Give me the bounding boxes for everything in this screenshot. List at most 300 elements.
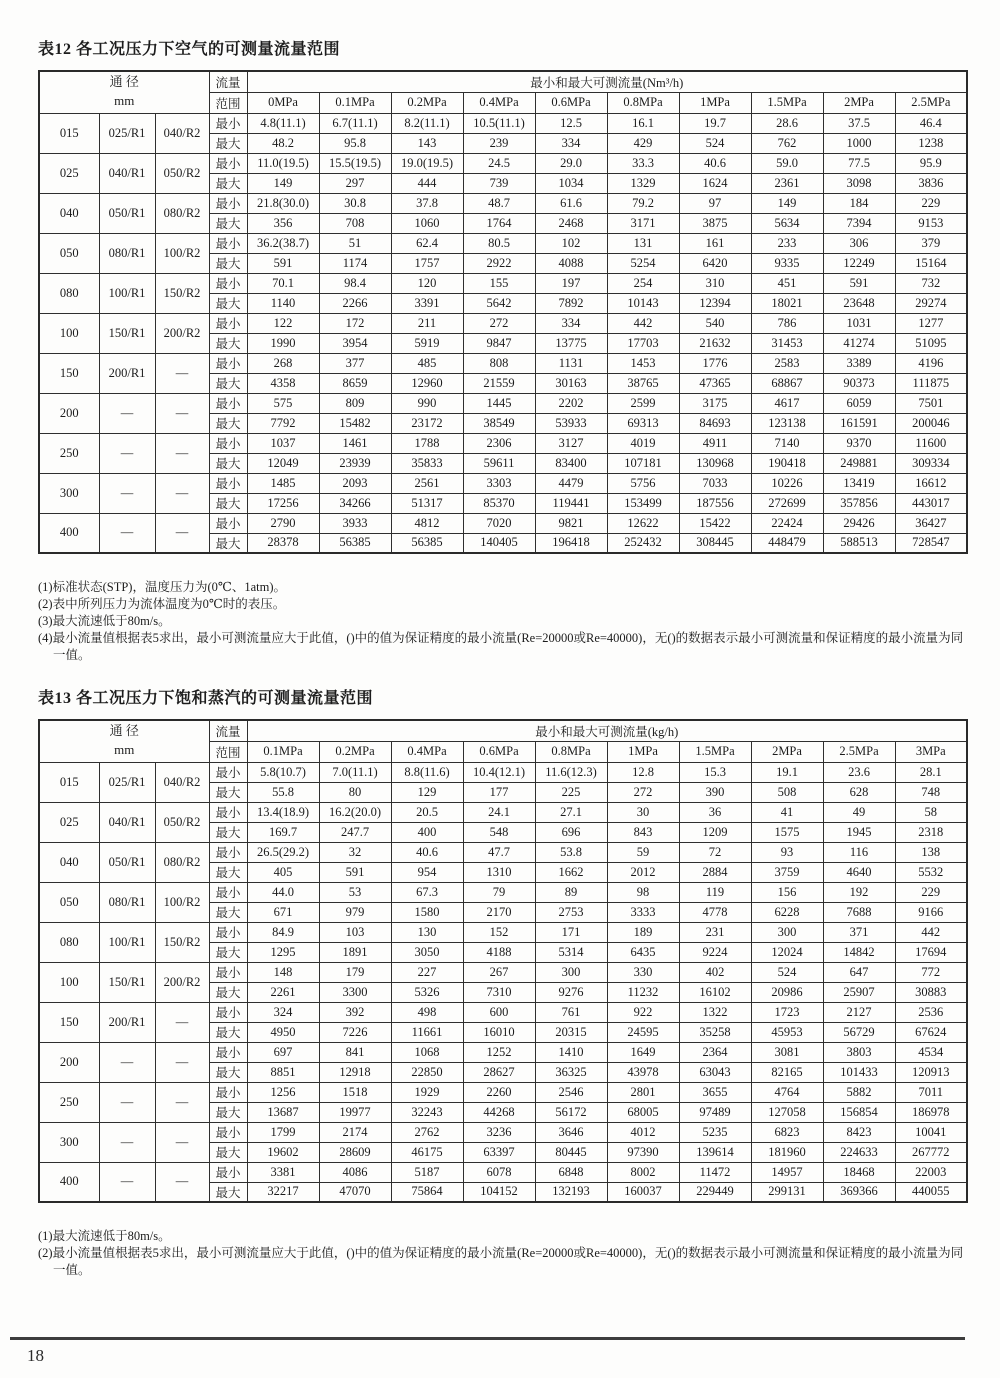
cell-max-value: 628 xyxy=(823,782,895,802)
table-row-min xyxy=(39,882,967,902)
cell-min-value: 268 xyxy=(247,353,319,373)
cell-min-label: 最小 xyxy=(209,193,247,213)
cell-min-value: 23.6 xyxy=(823,762,895,782)
table-row-min xyxy=(39,1042,967,1062)
cell-min-value: 211 xyxy=(391,313,463,333)
cell-min-value: 2174 xyxy=(319,1122,391,1142)
cell-max-value: 1209 xyxy=(679,822,751,842)
cell-min-value: 371 xyxy=(823,922,895,942)
cell-max-value: 4088 xyxy=(535,253,607,273)
cell-max-value: 82165 xyxy=(751,1062,823,1082)
cell-min-value: 28.1 xyxy=(895,762,967,782)
cell-min-value: 179 xyxy=(319,962,391,982)
cell-min-value: 20.5 xyxy=(391,802,463,822)
table12-air-flow-range xyxy=(38,70,968,554)
cell-max-value: 53933 xyxy=(535,413,607,433)
col-header-pressure: 0.2MPa xyxy=(319,741,391,762)
cell-min-value: 7011 xyxy=(895,1082,967,1102)
cell-max-value: 843 xyxy=(607,822,679,842)
cell-max-value: 9847 xyxy=(463,333,535,353)
cell-max-value: 267772 xyxy=(895,1142,967,1162)
cell-min-value: 451 xyxy=(751,273,823,293)
cell-max-value: 80 xyxy=(319,782,391,802)
cell-max-value: 41274 xyxy=(823,333,895,353)
cell-min-value: 3803 xyxy=(823,1042,895,1062)
cell-min-value: 300 xyxy=(535,962,607,982)
cell-max-label: 最大 xyxy=(209,133,247,153)
cell-min-value: 24.5 xyxy=(463,153,535,173)
table13-notes xyxy=(38,1228,965,1279)
cell-max-value: 1945 xyxy=(823,822,895,842)
cell-max-value: 239 xyxy=(463,133,535,153)
note-line: (4)最小流量值根据表5求出，最小可测流量应大于此值，()中的值为保证精度的最小流量(Re=20000或Re=40000)，无()的数据表示最小可测流量和保证精度的最小流量为同一值。 xyxy=(38,631,964,662)
cell-max-value: 75864 xyxy=(391,1182,463,1202)
cell-max-value: 2318 xyxy=(895,822,967,842)
cell-max-value: 51095 xyxy=(895,333,967,353)
cell-min-value: 8.2(11.1) xyxy=(391,113,463,133)
cell-min-value: 172 xyxy=(319,313,391,333)
cell-min-value: 29426 xyxy=(823,513,895,533)
table-row-min xyxy=(39,113,967,133)
cell-min-label: 最小 xyxy=(209,513,247,533)
cell-min-value: 79 xyxy=(463,882,535,902)
cell-max-value: 22850 xyxy=(391,1062,463,1082)
table-row-min xyxy=(39,473,967,493)
cell-min-value: 2599 xyxy=(607,393,679,413)
cell-max-value: 69313 xyxy=(607,413,679,433)
cell-min-label: 最小 xyxy=(209,233,247,253)
cell-max-value: 28378 xyxy=(247,533,319,553)
col-header-diameter xyxy=(39,71,209,113)
cell-min-value: 2536 xyxy=(895,1002,967,1022)
cell-min-value: 5882 xyxy=(823,1082,895,1102)
cell-min-value: 16.1 xyxy=(607,113,679,133)
cell-min-label: 最小 xyxy=(209,1122,247,1142)
table-row-min xyxy=(39,313,967,333)
cell-min-value: 11472 xyxy=(679,1162,751,1182)
cell-min-value: 1410 xyxy=(535,1042,607,1062)
cell-min-value: 192 xyxy=(823,882,895,902)
cell-max-value: 90373 xyxy=(823,373,895,393)
cell-min-value: 171 xyxy=(535,922,607,942)
diameter-unit-label: mm xyxy=(114,742,135,758)
cell-min-value: 3655 xyxy=(679,1082,751,1102)
cell-dn: 100 xyxy=(39,962,99,1002)
cell-max-value: 16010 xyxy=(463,1022,535,1042)
cell-min-value: 98.4 xyxy=(319,273,391,293)
cell-r1: 200/R1 xyxy=(99,1002,155,1042)
cell-max-value: 400 xyxy=(391,822,463,842)
cell-r1: 200/R1 xyxy=(99,353,155,393)
cell-max-value: 12918 xyxy=(319,1062,391,1082)
cell-min-value: 19.7 xyxy=(679,113,751,133)
cell-r1: 025/R1 xyxy=(99,762,155,802)
cell-max-value: 708 xyxy=(319,213,391,233)
cell-min-value: 1453 xyxy=(607,353,679,373)
cell-min-value: 197 xyxy=(535,273,607,293)
cell-max-value: 13687 xyxy=(247,1102,319,1122)
col-header-pressure: 1.5MPa xyxy=(679,741,751,762)
cell-max-value: 309334 xyxy=(895,453,967,473)
table-row-min xyxy=(39,273,967,293)
cell-max-value: 187556 xyxy=(679,493,751,513)
cell-min-value: 772 xyxy=(895,962,967,982)
cell-r2: — xyxy=(155,433,209,473)
cell-r1: 080/R1 xyxy=(99,233,155,273)
col-header-range: 范围 xyxy=(209,741,247,762)
cell-max-value: 132193 xyxy=(535,1182,607,1202)
cell-max-value: 139614 xyxy=(679,1142,751,1162)
col-header-pressure: 0.8MPa xyxy=(607,92,679,113)
cell-r1: — xyxy=(99,1042,155,1082)
cell-r1: 040/R1 xyxy=(99,802,155,842)
cell-r2: 200/R2 xyxy=(155,313,209,353)
cell-max-value: 119441 xyxy=(535,493,607,513)
cell-max-value: 444 xyxy=(391,173,463,193)
cell-r2: 100/R2 xyxy=(155,882,209,922)
diameter-label: 通 径 xyxy=(109,723,139,739)
cell-max-label: 最大 xyxy=(209,333,247,353)
cell-min-value: 2306 xyxy=(463,433,535,453)
cell-min-label: 最小 xyxy=(209,1082,247,1102)
cell-max-value: 20986 xyxy=(751,982,823,1002)
cell-max-value: 440055 xyxy=(895,1182,967,1202)
col-header-range: 范围 xyxy=(209,92,247,113)
cell-min-value: 10226 xyxy=(751,473,823,493)
cell-max-value: 12249 xyxy=(823,253,895,273)
cell-min-value: 3081 xyxy=(751,1042,823,1062)
cell-max-value: 29274 xyxy=(895,293,967,313)
cell-r1: 150/R1 xyxy=(99,962,155,1002)
table-row-min xyxy=(39,513,967,533)
cell-min-value: 102 xyxy=(535,233,607,253)
cell-r1: 100/R1 xyxy=(99,273,155,313)
cell-min-value: 3646 xyxy=(535,1122,607,1142)
cell-max-value: 17694 xyxy=(895,942,967,962)
cell-max-value: 25907 xyxy=(823,982,895,1002)
cell-max-value: 59611 xyxy=(463,453,535,473)
cell-min-value: 79.2 xyxy=(607,193,679,213)
cell-min-value: 2127 xyxy=(823,1002,895,1022)
cell-max-value: 405 xyxy=(247,862,319,882)
cell-min-value: 37.8 xyxy=(391,193,463,213)
col-header-flow: 流量 xyxy=(209,720,247,741)
cell-min-value: 53.8 xyxy=(535,842,607,862)
cell-max-label: 最大 xyxy=(209,1102,247,1122)
cell-max-value: 1662 xyxy=(535,862,607,882)
cell-max-value: 12049 xyxy=(247,453,319,473)
cell-min-value: 152 xyxy=(463,922,535,942)
table-row-min xyxy=(39,1162,967,1182)
cell-min-value: 12622 xyxy=(607,513,679,533)
page-number: 18 xyxy=(27,1346,44,1365)
cell-max-value: 6435 xyxy=(607,942,679,962)
col-header-pressure: 2.5MPa xyxy=(823,741,895,762)
cell-min-value: 7020 xyxy=(463,513,535,533)
cell-max-value: 17256 xyxy=(247,493,319,513)
cell-max-value: 5326 xyxy=(391,982,463,1002)
cell-r1: 050/R1 xyxy=(99,842,155,882)
cell-max-value: 143 xyxy=(391,133,463,153)
col-header-pressure: 0.6MPa xyxy=(535,92,607,113)
cell-min-value: 3127 xyxy=(535,433,607,453)
cell-max-value: 671 xyxy=(247,902,319,922)
cell-max-value: 83400 xyxy=(535,453,607,473)
cell-max-value: 1575 xyxy=(751,822,823,842)
cell-max-value: 1990 xyxy=(247,333,319,353)
cell-min-value: 13419 xyxy=(823,473,895,493)
cell-r2: 150/R2 xyxy=(155,922,209,962)
cell-max-value: 14842 xyxy=(823,942,895,962)
cell-max-value: 1060 xyxy=(391,213,463,233)
cell-max-value: 7688 xyxy=(823,902,895,922)
cell-min-value: 2790 xyxy=(247,513,319,533)
cell-min-value: 4196 xyxy=(895,353,967,373)
cell-min-value: 46.4 xyxy=(895,113,967,133)
cell-min-value: 4012 xyxy=(607,1122,679,1142)
cell-min-value: 267 xyxy=(463,962,535,982)
cell-min-value: 40.6 xyxy=(679,153,751,173)
cell-max-value: 443017 xyxy=(895,493,967,513)
cell-r1: 080/R1 xyxy=(99,882,155,922)
cell-max-value: 9166 xyxy=(895,902,967,922)
cell-min-value: 48.7 xyxy=(463,193,535,213)
cell-min-value: 8423 xyxy=(823,1122,895,1142)
cell-dn: 200 xyxy=(39,1042,99,1082)
cell-max-value: 45953 xyxy=(751,1022,823,1042)
cell-min-value: 19.1 xyxy=(751,762,823,782)
cell-min-value: 119 xyxy=(679,882,751,902)
table-header-row xyxy=(39,720,967,741)
cell-max-value: 161591 xyxy=(823,413,895,433)
cell-min-value: 11.0(19.5) xyxy=(247,153,319,173)
cell-max-value: 249881 xyxy=(823,453,895,473)
cell-r1: 025/R1 xyxy=(99,113,155,153)
cell-r1: 100/R1 xyxy=(99,922,155,962)
cell-dn: 050 xyxy=(39,233,99,273)
cell-min-value: 229 xyxy=(895,193,967,213)
cell-max-value: 56172 xyxy=(535,1102,607,1122)
cell-max-value: 5634 xyxy=(751,213,823,233)
cell-max-label: 最大 xyxy=(209,213,247,233)
col-header-pressure: 0.6MPa xyxy=(463,741,535,762)
cell-min-value: 7501 xyxy=(895,393,967,413)
cell-max-value: 107181 xyxy=(607,453,679,473)
cell-max-value: 3171 xyxy=(607,213,679,233)
cell-min-value: 80.5 xyxy=(463,233,535,253)
cell-min-value: 310 xyxy=(679,273,751,293)
cell-max-value: 3836 xyxy=(895,173,967,193)
cell-min-value: 16.2(20.0) xyxy=(319,802,391,822)
cell-max-value: 12960 xyxy=(391,373,463,393)
cell-max-label: 最大 xyxy=(209,493,247,513)
cell-max-value: 15164 xyxy=(895,253,967,273)
cell-min-value: 647 xyxy=(823,962,895,982)
cell-max-value: 429 xyxy=(607,133,679,153)
cell-min-value: 4812 xyxy=(391,513,463,533)
cell-min-value: 1445 xyxy=(463,393,535,413)
cell-max-value: 130968 xyxy=(679,453,751,473)
cell-min-value: 29.0 xyxy=(535,153,607,173)
cell-max-value: 2261 xyxy=(247,982,319,1002)
col-header-unit: 最小和最大可测流量(kg/h) xyxy=(247,720,967,741)
cell-min-value: 697 xyxy=(247,1042,319,1062)
cell-max-value: 591 xyxy=(247,253,319,273)
cell-min-value: 1277 xyxy=(895,313,967,333)
cell-max-value: 35258 xyxy=(679,1022,751,1042)
cell-max-value: 225 xyxy=(535,782,607,802)
cell-max-value: 156854 xyxy=(823,1102,895,1122)
note-line: (2)最小流量值根据表5求出，最小可测流量应大于此值，()中的值为保证精度的最小流量(Re=20000或Re=40000)，无()的数据表示最小可测流量和保证精度的最小流量为同一值。 xyxy=(38,1246,964,1277)
cell-min-label: 最小 xyxy=(209,433,247,453)
cell-max-value: 5314 xyxy=(535,942,607,962)
cell-min-value: 227 xyxy=(391,962,463,982)
cell-max-value: 299131 xyxy=(751,1182,823,1202)
cell-max-value: 129 xyxy=(391,782,463,802)
cell-min-value: 808 xyxy=(463,353,535,373)
cell-dn: 150 xyxy=(39,1002,99,1042)
cell-max-value: 6420 xyxy=(679,253,751,273)
cell-max-value: 252432 xyxy=(607,533,679,553)
cell-dn: 400 xyxy=(39,1162,99,1202)
cell-min-value: 116 xyxy=(823,842,895,862)
col-header-unit: 最小和最大可测流量(Nm³/h) xyxy=(247,71,967,92)
cell-min-value: 10.5(11.1) xyxy=(463,113,535,133)
cell-min-value: 442 xyxy=(607,313,679,333)
cell-min-value: 67.3 xyxy=(391,882,463,902)
cell-max-value: 4778 xyxy=(679,902,751,922)
cell-min-value: 1776 xyxy=(679,353,751,373)
cell-min-value: 1037 xyxy=(247,433,319,453)
cell-max-value: 1624 xyxy=(679,173,751,193)
cell-max-value: 153499 xyxy=(607,493,679,513)
cell-min-value: 1131 xyxy=(535,353,607,373)
cell-dn: 080 xyxy=(39,273,99,313)
table-header-row xyxy=(39,71,967,92)
cell-max-value: 127058 xyxy=(751,1102,823,1122)
cell-min-value: 524 xyxy=(751,962,823,982)
cell-min-value: 1485 xyxy=(247,473,319,493)
cell-max-value: 272 xyxy=(607,782,679,802)
cell-max-label: 最大 xyxy=(209,1022,247,1042)
cell-max-value: 297 xyxy=(319,173,391,193)
cell-min-value: 1031 xyxy=(823,313,895,333)
cell-max-value: 38549 xyxy=(463,413,535,433)
cell-max-value: 21559 xyxy=(463,373,535,393)
cell-max-value: 38765 xyxy=(607,373,679,393)
cell-max-value: 28627 xyxy=(463,1062,535,1082)
cell-min-value: 732 xyxy=(895,273,967,293)
cell-max-value: 588513 xyxy=(823,533,895,553)
cell-max-label: 最大 xyxy=(209,1142,247,1162)
cell-min-value: 19.0(19.5) xyxy=(391,153,463,173)
cell-min-value: 786 xyxy=(751,313,823,333)
cell-dn: 300 xyxy=(39,473,99,513)
cell-r1: — xyxy=(99,433,155,473)
cell-dn: 015 xyxy=(39,113,99,153)
cell-max-value: 548 xyxy=(463,822,535,842)
cell-max-value: 160037 xyxy=(607,1182,679,1202)
cell-max-value: 7310 xyxy=(463,982,535,1002)
cell-max-value: 356 xyxy=(247,213,319,233)
cell-r2: — xyxy=(155,1082,209,1122)
col-header-pressure: 0.8MPa xyxy=(535,741,607,762)
cell-max-value: 7226 xyxy=(319,1022,391,1042)
cell-min-value: 5.8(10.7) xyxy=(247,762,319,782)
cell-max-value: 12024 xyxy=(751,942,823,962)
cell-min-value: 1461 xyxy=(319,433,391,453)
cell-min-value: 1649 xyxy=(607,1042,679,1062)
cell-min-value: 5756 xyxy=(607,473,679,493)
cell-max-value: 369366 xyxy=(823,1182,895,1202)
cell-max-value: 739 xyxy=(463,173,535,193)
cell-max-value: 9224 xyxy=(679,942,751,962)
cell-min-value: 3236 xyxy=(463,1122,535,1142)
cell-max-value: 2468 xyxy=(535,213,607,233)
cell-max-label: 最大 xyxy=(209,982,247,1002)
cell-max-value: 200046 xyxy=(895,413,967,433)
table-row-min xyxy=(39,802,967,822)
cell-max-value: 1140 xyxy=(247,293,319,313)
cell-min-value: 72 xyxy=(679,842,751,862)
cell-max-value: 13775 xyxy=(535,333,607,353)
cell-max-value: 19602 xyxy=(247,1142,319,1162)
cell-max-value: 19977 xyxy=(319,1102,391,1122)
table-row-min xyxy=(39,842,967,862)
cell-max-value: 2884 xyxy=(679,862,751,882)
cell-min-value: 1518 xyxy=(319,1082,391,1102)
cell-dn: 250 xyxy=(39,1082,99,1122)
cell-min-value: 6.7(11.1) xyxy=(319,113,391,133)
table-row-min xyxy=(39,762,967,782)
col-header-diameter xyxy=(39,720,209,762)
cell-min-label: 最小 xyxy=(209,802,247,822)
cell-min-value: 12.5 xyxy=(535,113,607,133)
cell-max-label: 最大 xyxy=(209,293,247,313)
cell-min-value: 161 xyxy=(679,233,751,253)
cell-min-value: 98 xyxy=(607,882,679,902)
cell-dn: 040 xyxy=(39,842,99,882)
cell-min-value: 10.4(12.1) xyxy=(463,762,535,782)
cell-max-value: 35833 xyxy=(391,453,463,473)
cell-max-value: 8851 xyxy=(247,1062,319,1082)
cell-max-value: 31453 xyxy=(751,333,823,353)
table-row-min xyxy=(39,1122,967,1142)
table-row-min xyxy=(39,962,967,982)
cell-min-value: 324 xyxy=(247,1002,319,1022)
cell-max-value: 111875 xyxy=(895,373,967,393)
cell-dn: 015 xyxy=(39,762,99,802)
cell-min-value: 6823 xyxy=(751,1122,823,1142)
cell-max-value: 247.7 xyxy=(319,822,391,842)
cell-dn: 080 xyxy=(39,922,99,962)
col-header-pressure: 0MPa xyxy=(247,92,319,113)
cell-min-label: 最小 xyxy=(209,273,247,293)
cell-max-value: 334 xyxy=(535,133,607,153)
cell-r1: — xyxy=(99,473,155,513)
cell-min-value: 32 xyxy=(319,842,391,862)
cell-max-value: 9153 xyxy=(895,213,967,233)
cell-max-value: 48.2 xyxy=(247,133,319,153)
cell-min-value: 12.8 xyxy=(607,762,679,782)
cell-r1: — xyxy=(99,1162,155,1202)
cell-min-value: 229 xyxy=(895,882,967,902)
diameter-unit-label: mm xyxy=(114,93,135,109)
cell-min-value: 103 xyxy=(319,922,391,942)
cell-max-value: 4188 xyxy=(463,942,535,962)
cell-max-value: 47365 xyxy=(679,373,751,393)
table-row-min xyxy=(39,193,967,213)
